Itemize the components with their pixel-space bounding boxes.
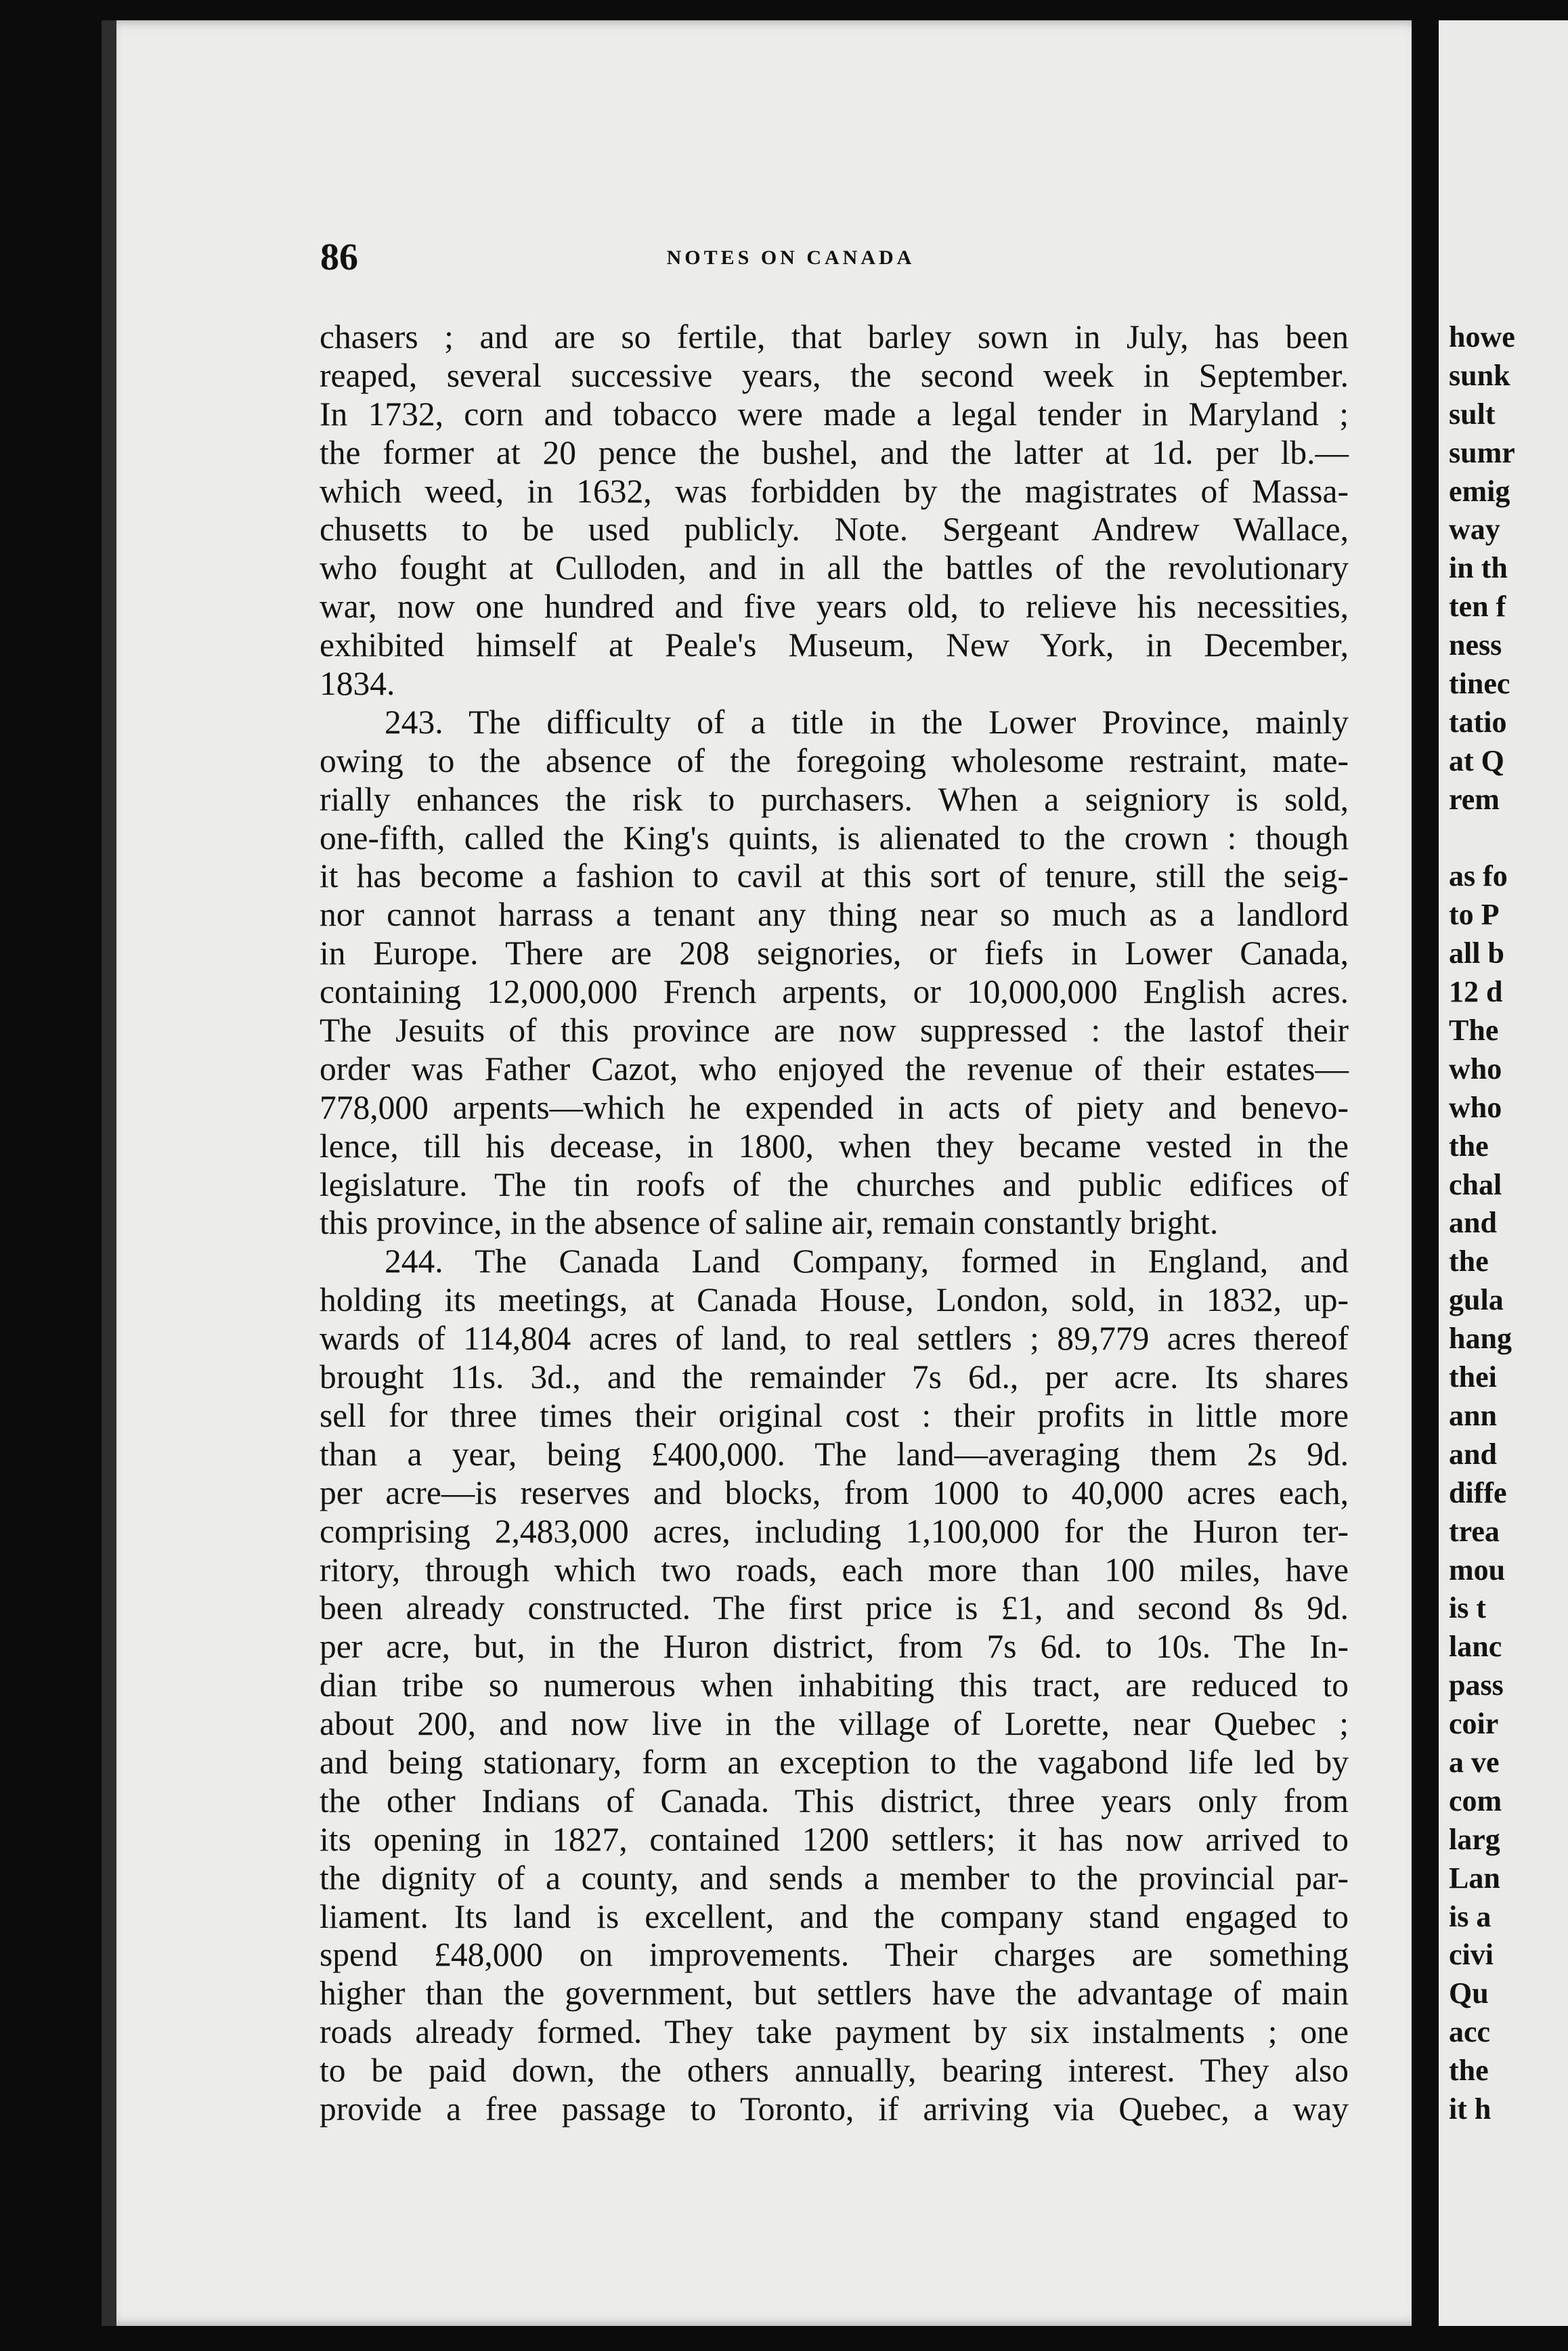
text-line: it has become a fashion to cavil at this sort of tenure, still the seig- — [320, 857, 1349, 895]
text-line: been already constructed. The first price is £1, and second 8s 9d. — [320, 1589, 1349, 1627]
right-page-line: to P — [1449, 898, 1500, 932]
right-page-line: and — [1449, 1437, 1497, 1471]
right-page-line: rem — [1449, 782, 1500, 816]
right-page-line: is t — [1449, 1591, 1486, 1625]
right-page-line: chal — [1449, 1167, 1502, 1201]
text-line: exhibited himself at Peale's Museum, New York, in December, — [320, 626, 1349, 664]
text-line: lence, till his decease, in 1800, when they became vested in the — [320, 1127, 1349, 1165]
text-line: about 200, and now live in the village of Lorette, near Quebec ; — [320, 1705, 1349, 1743]
right-page-line: is a — [1449, 1899, 1491, 1933]
right-page-line: and — [1449, 1206, 1497, 1240]
right-page-line: Lan — [1449, 1861, 1500, 1895]
text-line: to be paid down, the others annually, bearing interest. They also — [320, 2052, 1349, 2090]
right-page-line: way — [1449, 513, 1500, 546]
text-line: one-fifth, called the King's quints, is alienated to the crown : though — [320, 819, 1349, 857]
right-page-line: mou — [1449, 1553, 1506, 1587]
text-line: the dignity of a county, and sends a member to the provincial par- — [320, 1859, 1349, 1897]
text-line: ritory, through which two roads, each more than 100 miles, have — [320, 1551, 1349, 1589]
right-page-line: thei — [1449, 1360, 1497, 1394]
page-header — [219, 230, 1363, 284]
text-line: In 1732, corn and tobacco were made a legal tender in Maryland ; — [320, 395, 1349, 433]
right-page-line: as fo — [1449, 859, 1508, 893]
right-page-line: sult — [1449, 397, 1496, 431]
text-line: 1834. — [320, 665, 395, 703]
right-page-line: Qu — [1449, 1977, 1489, 2010]
text-line: nor cannot harrass a tenant any thing near so much as a landlord — [320, 896, 1349, 934]
text-line: 244. The Canada Land Company, formed in England, and — [385, 1243, 1349, 1280]
text-line: brought 11s. 3d., and the remainder 7s 6d., per acre. Its shares — [320, 1358, 1349, 1396]
text-line: order was Father Cazot, who enjoyed the revenue of their estates— — [320, 1050, 1349, 1087]
right-page-line: sunk — [1449, 358, 1510, 392]
text-line: this province, in the absence of saline air, remain constantly bright. — [320, 1204, 1219, 1242]
right-page-line: howe — [1449, 320, 1515, 353]
text-line: who fought at Culloden, and in all the battles of the revolutionary — [320, 549, 1349, 587]
text-line: roads already formed. They take payment by six instalments ; one — [320, 2013, 1349, 2051]
right-page-line: lanc — [1449, 1630, 1502, 1664]
text-line: per acre, but, in the Huron district, from 7s 6d. to 10s. The In- — [320, 1628, 1349, 1666]
right-page-line: emig — [1449, 474, 1510, 508]
right-page-line: hang — [1449, 1322, 1512, 1356]
text-line: chusetts to be used publicly. Note. Sergeant Andrew Wallace, — [320, 511, 1349, 548]
text-line: 243. The difficulty of a title in the Lower Province, mainly — [385, 703, 1349, 741]
right-page-line: The — [1449, 1014, 1499, 1048]
right-page-line: the — [1449, 1245, 1489, 1278]
right-page-line: gula — [1449, 1283, 1504, 1317]
text-line: owing to the absence of the foregoing wholesome restraint, mate- — [320, 741, 1349, 779]
text-line: wards of 114,804 acres of land, to real settlers ; 89,779 acres thereof — [320, 1320, 1349, 1358]
text-line: comprising 2,483,000 acres, including 1,100,000 for the Huron ter- — [320, 1512, 1349, 1550]
text-line: the former at 20 pence the bushel, and the latter at 1d. per lb.— — [320, 433, 1349, 471]
text-line: its opening in 1827, contained 1200 settlers; it has now arrived to — [320, 1820, 1349, 1858]
text-line: provide a free passage to Toronto, if arriving via Quebec, a way — [320, 2090, 1349, 2128]
right-page-line: the — [1449, 2054, 1489, 2088]
right-page-line: at Q — [1449, 743, 1504, 777]
right-page-line: ann — [1449, 1398, 1497, 1432]
right-page-line: diffe — [1449, 1475, 1507, 1509]
right-page-line: trea — [1449, 1514, 1500, 1548]
right-page-line — [1449, 819, 1515, 858]
right-page-line: ness — [1449, 628, 1502, 662]
text-line: 778,000 arpents—which he expended in acts of piety and benevo- — [320, 1088, 1349, 1126]
right-page-line: sumr — [1449, 435, 1515, 469]
text-line: per acre—is reserves and blocks, from 1000 to 40,000 acres each, — [320, 1473, 1349, 1511]
right-page-line: acc — [1449, 2015, 1491, 2049]
text-line: The Jesuits of this province are now suppressed : the lastof their — [320, 1012, 1349, 1050]
text-line: which weed, in 1632, was forbidden by the magistrates of Massa- — [320, 472, 1349, 510]
text-line: higher than the government, but settlers have the advantage of main — [320, 1975, 1349, 2012]
page-binding-shadow — [102, 20, 116, 2326]
text-line: legislature. The tin roofs of the churches and public edifices of — [320, 1165, 1349, 1203]
right-page-line: com — [1449, 1784, 1502, 1817]
right-page-line: who — [1449, 1090, 1502, 1124]
body-text — [320, 318, 1349, 2129]
text-line: holding its meetings, at Canada House, London, sold, in 1832, up- — [320, 1281, 1349, 1319]
right-page-line: who — [1449, 1052, 1502, 1085]
right-page-line: tatio — [1449, 705, 1507, 739]
right-page-text-fragments — [1449, 318, 1515, 2129]
text-line: liament. Its land is excellent, and the company stand engaged to — [320, 1897, 1349, 1935]
right-page-line: larg — [1449, 1822, 1500, 1856]
text-line: dian tribe so numerous when inhabiting this tract, are reduced to — [320, 1666, 1349, 1704]
text-line: chasers ; and are so fertile, that barley sown in July, has been — [320, 318, 1349, 355]
text-line: sell for three times their original cost : their profits in little more — [320, 1396, 1349, 1434]
text-line: and being stationary, form an exception to the vagabond life led by — [320, 1743, 1349, 1781]
running-head: NOTES ON CANADA — [666, 246, 915, 269]
text-line: the other Indians of Canada. This district, three years only from — [320, 1782, 1349, 1819]
right-page-line: coir — [1449, 1707, 1499, 1741]
right-page-line: all b — [1449, 936, 1504, 970]
text-line: in Europe. There are 208 seignories, or fiefs in Lower Canada, — [320, 934, 1349, 972]
right-page-line: in th — [1449, 551, 1508, 585]
right-page-line: pass — [1449, 1668, 1504, 1702]
right-page-line: ten f — [1449, 590, 1506, 624]
right-page-line: the — [1449, 1129, 1489, 1163]
right-page-line: 12 d — [1449, 975, 1503, 1009]
text-line: war, now one hundred and five years old, to relieve his necessities, — [320, 588, 1349, 626]
text-line: reaped, several successive years, the second week in September. — [320, 356, 1349, 394]
text-line: containing 12,000,000 French arpents, or 10,000,000 English acres. — [320, 973, 1349, 1011]
right-page-line: civi — [1449, 1938, 1494, 1972]
text-line: rially enhances the risk to purchasers. When a seigniory is sold, — [320, 780, 1349, 818]
right-page-line: it h — [1449, 2092, 1491, 2126]
book-gutter — [1412, 0, 1439, 2351]
text-line: spend £48,000 on improvements. Their charges are something — [320, 1936, 1349, 1974]
right-page-line: tinec — [1449, 667, 1510, 701]
right-page-line: a ve — [1449, 1745, 1500, 1779]
page-number: 86 — [320, 236, 358, 278]
text-line: than a year, being £400,000. The land—averaging them 2s 9d. — [320, 1435, 1349, 1473]
